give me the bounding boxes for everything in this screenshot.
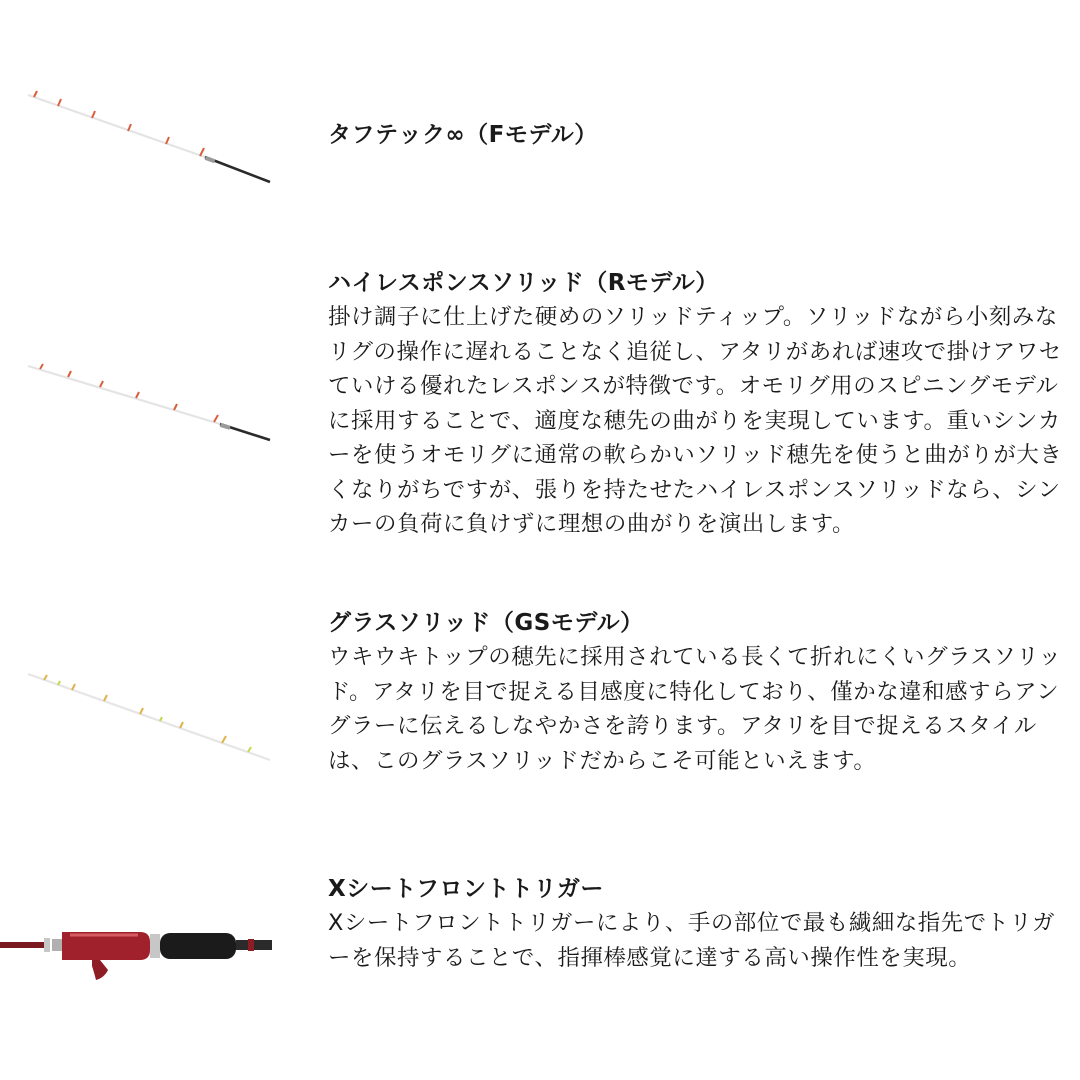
solid-tip-rod-icon: [0, 356, 290, 456]
feature-title: タフテック∞（Fモデル）: [328, 122, 598, 148]
reel-seat-trigger-icon: [0, 908, 290, 988]
feature-description: ウキウキトップの穂先に採用されている長くて折れにくいグラスソリッド。アタリを目で捉える目感度に特化しており、僅かな違和感すらアングラーに伝えるしなやかさを誇ります。アタリを目で捉えるスタイルは、このグラスソリッドだからこそ可能といえます。: [328, 644, 1062, 774]
feature-section-glass-solid: [0, 606, 1080, 826]
feature-description: Xシートフロントトリガーにより、手の部位で最も繊細な指先でトリガーを保持することで、指揮棒感覚に達する高い操作性を実現。: [328, 910, 1056, 971]
feature-title: ハイレスポンスソリッド（Rモデル）: [328, 270, 719, 296]
feature-section-high-response-solid: [0, 266, 1080, 586]
feature-title: Xシートフロントトリガー: [328, 876, 604, 902]
glass-solid-tip-icon: [0, 666, 290, 766]
feature-section-x-seat-front-trigger: [0, 872, 1080, 1032]
feature-description: 掛け調子に仕上げた硬めのソリッドティップ。ソリッドながら小刻みなリグの操作に遅れることなく追従し、アタリがあれば速攻で掛けアワセていける優れたレスポンスが特徴です。オモリグ用のスピニングモデルに採用することで、適度な穂先の曲がりを実現しています。重いシンカーを使うオモリグに通常の軟らかいソリッド穂先を使うと曲がりが大きくなりがちですが、張りを持たせたハイレスポンスソリッドなら、シンカーの負荷に負けずに理想の曲がりを演出します。: [328, 304, 1063, 537]
feature-section-tough-tec: [0, 80, 1080, 200]
feature-title: グラスソリッド（GSモデル）: [328, 610, 644, 636]
solid-tip-rod-icon: [0, 80, 290, 200]
